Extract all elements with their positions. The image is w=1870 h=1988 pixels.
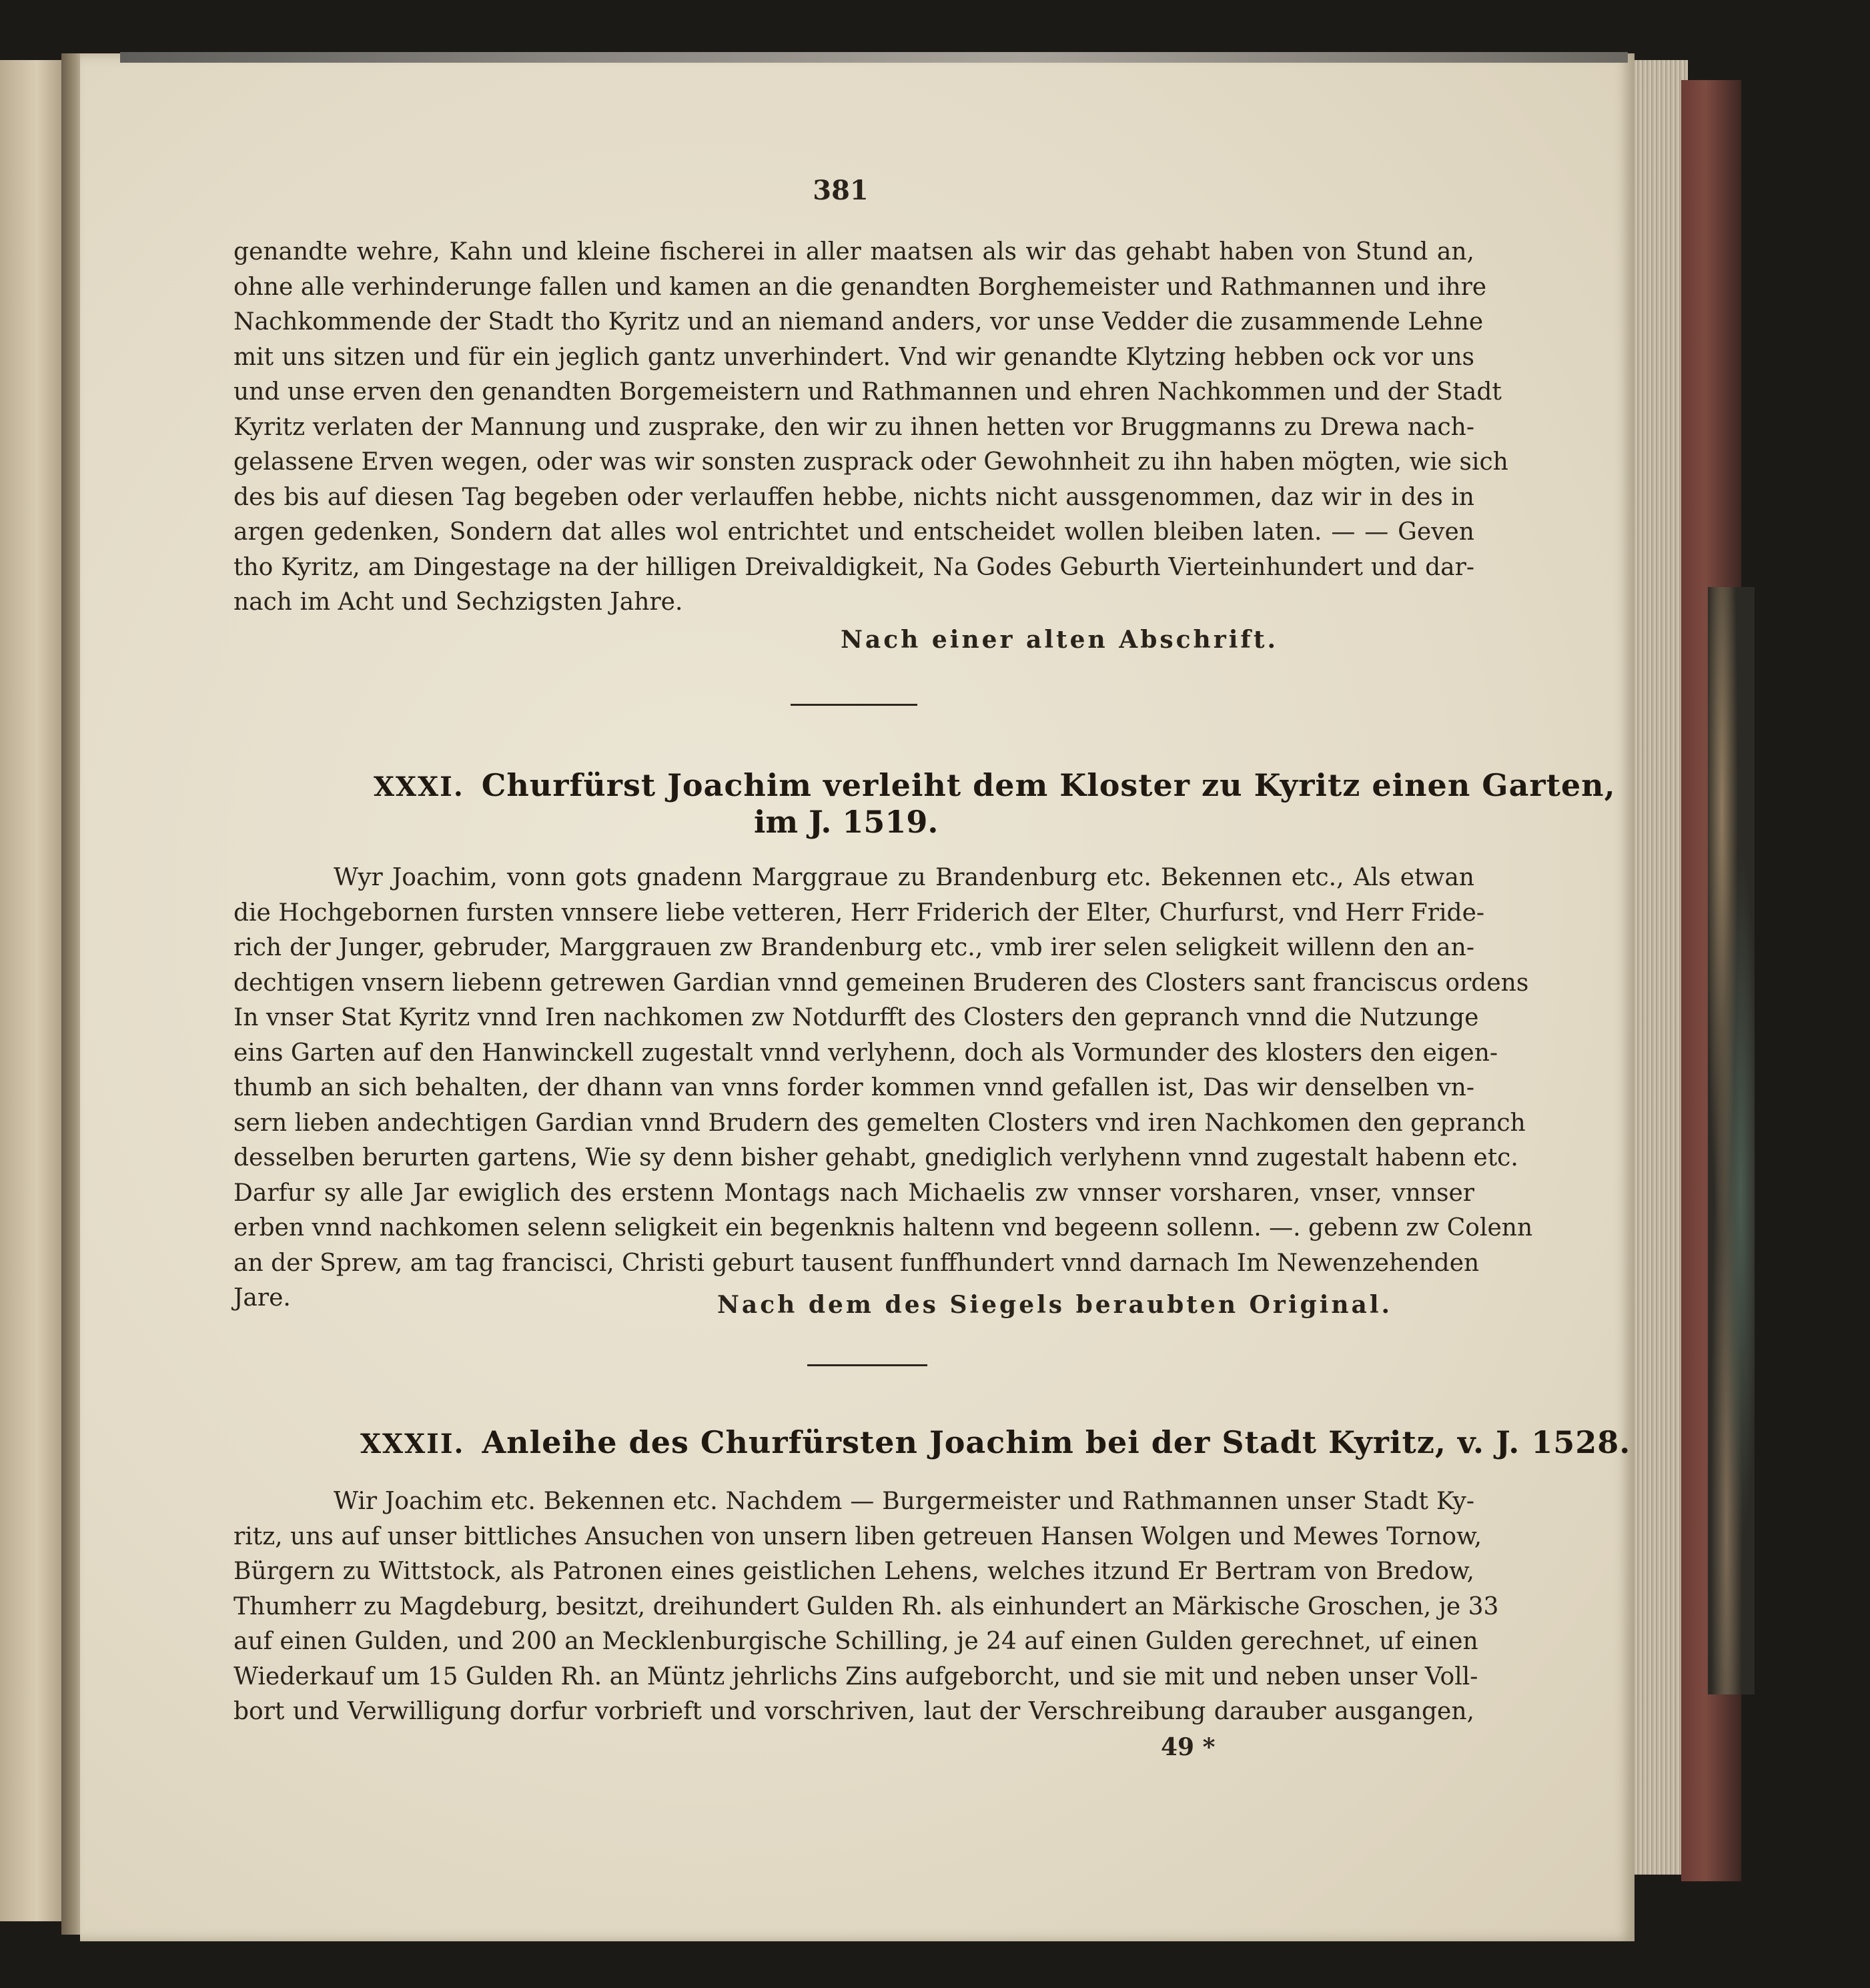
- text-line: dechtigen vnsern liebenn getrewen Gardian vnnd gemeinen Bruderen des Closters sant franciscus ordens: [233, 969, 1529, 997]
- text-line: genandte wehre, Kahn und kleine fischerei in aller maatsen als wir das gehabt haben von Stund an,: [233, 238, 1474, 266]
- prev-section-text: [233, 235, 1508, 620]
- text-line: Jare.: [233, 1284, 291, 1312]
- section-heading: [360, 1424, 1630, 1460]
- text-line: des bis auf diesen Tag begeben oder verlauffen hebbe, nichts nicht aussgenommen, daz wir in des in: [233, 483, 1474, 511]
- text-line: auf einen Gulden, und 200 an Mecklenburgische Schilling, je 24 auf einen Gulden gerechnet, uf einen: [233, 1628, 1478, 1655]
- text-line: gelassene Erven wegen, oder was wir sonsten zusprack oder Gewohnheit zu ihn haben mögten, wie sich: [233, 448, 1508, 476]
- text-line: rich der Junger, gebruder, Marggrauen zw Brandenburg etc., vmb irer selen seligkeit willenn den an-: [233, 934, 1474, 961]
- section-title-line2: im J. 1519.: [754, 804, 939, 840]
- section-title: Anleihe des Churfürsten Joachim bei der Stadt Kyritz, v. J. 1528.: [482, 1424, 1631, 1460]
- text-line: ohne alle verhinderunge fallen und kamen an die genandten Borghemeister und Rathmannen und ihre: [233, 273, 1487, 301]
- text-line: Wiederkauf um 15 Gulden Rh. an Müntz jehrlichs Zins aufgeborcht, und sie mit und neben unser Voll-: [233, 1662, 1478, 1690]
- text-line: sern lieben andechtigen Gardian vnnd Brudern des gemelten Closters vnd iren Nachkomen den gepranch: [233, 1109, 1526, 1137]
- text-line: Wir Joachim etc. Bekennen etc. Nachdem — Burgermeister und Rathmannen unser Stadt Ky-: [334, 1488, 1474, 1515]
- text-line: Kyritz verlaten der Mannung und zusprake, den wir zu ihnen hetten vor Bruggmanns zu Drewa nach-: [233, 413, 1474, 441]
- section-divider: [791, 704, 917, 706]
- text-line: ritz, uns auf unser bittliches Ansuchen von unsern liben getreuen Hansen Wolgen und Mewes Tornow,: [233, 1522, 1482, 1550]
- text-line: erben vnnd nachkomen selenn seligkeit ein begenknis haltenn vnd begeenn sollenn. —. gebenn zw Colenn: [233, 1214, 1533, 1241]
- page-number: 381: [813, 175, 869, 206]
- section-number: XXXII.: [360, 1428, 465, 1460]
- text-line: bort und Verwilligung dorfur vorbrieft und vorschriven, laut der Verschreibung darauber ausgangen,: [233, 1698, 1474, 1725]
- section-heading: [374, 767, 1616, 803]
- left-page-edge: [0, 60, 67, 1921]
- section-xxxi-text: [233, 861, 1533, 1316]
- text-line: und unse erven den genandten Borgemeistern und Rathmannen und ehren Nachkommen und der Stadt: [233, 378, 1502, 406]
- text-line: mit uns sitzen und für ein jeglich gantz unverhindert. Vnd wir genandte Klytzing hebben ock vor uns: [233, 343, 1474, 371]
- text-line: In vnser Stat Kyritz vnnd Iren nachkomen zw Notdurfft des Closters den gepranch vnnd die Nutzunge: [233, 1004, 1479, 1031]
- text-line: thumb an sich behalten, der dhann van vnns forder kommen vnnd gefallen ist, Das wir denselben vn-: [233, 1074, 1474, 1101]
- signature-mark: 49 *: [1161, 1733, 1216, 1761]
- top-page-edge: [120, 52, 1628, 63]
- text-line: an der Sprew, am tag francisci, Christi geburt tausent funffhundert vnnd darnach Im Newenzehenden: [233, 1249, 1480, 1277]
- section-xxxii-text: [233, 1484, 1499, 1730]
- text-line: die Hochgebornen fursten vnnsere liebe vetteren, Herr Friderich der Elter, Churfurst, vnd Herr Fride-: [233, 899, 1485, 927]
- text-line: Darfur sy alle Jar ewiglich des erstenn Montags nach Michaelis zw vnnser vorsharen, vnser, vnnser: [233, 1179, 1474, 1207]
- text-line: argen gedenken, Sondern dat alles wol entrichtet und entscheidet wollen bleiben laten. — — Geven: [233, 518, 1474, 546]
- section-title: Churfürst Joachim verleiht dem Kloster zu Kyritz einen Garten,: [481, 767, 1616, 803]
- page-stack-edge: [1634, 60, 1688, 1875]
- source-note: Nach dem des Siegels beraubten Original.: [717, 1291, 1393, 1319]
- text-line: eins Garten auf den Hanwinckell zugestalt vnnd verlyhenn, doch als Vormunder des klosters den eigen-: [233, 1039, 1498, 1067]
- text-line: nach im Acht und Sechzigsten Jahre.: [233, 588, 683, 616]
- marbled-board: [1708, 587, 1755, 1694]
- text-line: Nachkommende der Stadt tho Kyritz und an niemand anders, vor unse Vedder die zusammende Lehne: [233, 308, 1484, 336]
- source-note: Nach einer alten Abschrift.: [841, 626, 1279, 654]
- text-line: Thumherr zu Magdeburg, besitzt, dreihundert Gulden Rh. als einhundert an Märkische Groschen, je 33: [233, 1592, 1499, 1620]
- section-number: XXXI.: [374, 771, 464, 803]
- text-line: Bürgern zu Wittstock, als Patronen eines geistlichen Lehens, welches itzund Er Bertram von Bredow,: [233, 1558, 1474, 1585]
- text-line: desselben berurten gartens, Wie sy denn bisher gehabt, gnediglich verlyhenn vnnd zugestalt habenn etc.: [233, 1144, 1518, 1171]
- text-line: tho Kyritz, am Dingestage na der hilligen Dreivaldigkeit, Na Godes Geburth Vierteinhundert und dar-: [233, 553, 1474, 581]
- text-line: Wyr Joachim, vonn gots gnadenn Marggraue zu Brandenburg etc. Bekennen etc., Als etwan: [334, 864, 1474, 891]
- section-divider: [807, 1364, 927, 1366]
